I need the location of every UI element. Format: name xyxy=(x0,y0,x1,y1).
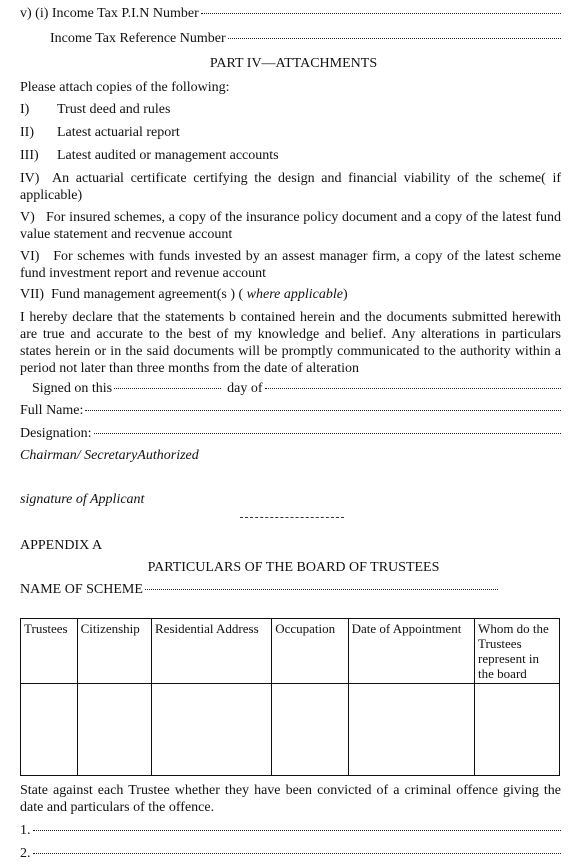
numbered-line-2 xyxy=(20,846,561,862)
table-cell[interactable] xyxy=(348,684,474,776)
pin-number-line xyxy=(20,6,561,22)
part-iv-heading: PART IV—ATTACHMENTS xyxy=(209,56,378,71)
day-of-label: day of xyxy=(227,381,263,396)
scheme-name-label: NAME OF SCHEME xyxy=(20,582,143,597)
signed-on-line xyxy=(32,381,561,397)
reference-number-line xyxy=(50,31,561,47)
appendix-heading: APPENDIX A xyxy=(20,538,103,553)
declaration-paragraph: I hereby declare that the statements b contained herein and the documents submitted herewith are true and accurate to the best of my knowledge and belief. Any alterations in particulars states herein or in the said documents will be promptly communicated to the authority within a period not later than three months from the date of alteration xyxy=(20,310,561,376)
attachment-number: I) xyxy=(20,102,30,117)
attachment-text: For insured schemes, a copy of the insurance policy document and a copy of the latest fund value statement and recvenue account xyxy=(20,210,562,242)
numbered-line-1 xyxy=(20,823,561,839)
column-header: Whom do the Trustees represent in the board xyxy=(475,619,560,684)
role-line: Chairman/ SecretaryAuthorized xyxy=(20,448,199,463)
line-number: 1. xyxy=(20,823,31,838)
attachment-item xyxy=(20,170,561,204)
table-cell[interactable] xyxy=(475,684,560,776)
attachment-text: Latest actuarial report xyxy=(57,125,180,140)
attachment-text: Trust deed and rules xyxy=(57,102,171,117)
attachment-number: VI) xyxy=(20,249,40,264)
attachment-text: Fund management agreement(s ) ( xyxy=(51,287,244,302)
attachment-item xyxy=(20,287,348,303)
line-number: 2. xyxy=(20,846,31,861)
table-cell[interactable] xyxy=(77,684,151,776)
attachments-intro: Please attach copies of the following: xyxy=(20,80,230,95)
signed-on-label: Signed on this xyxy=(32,381,113,396)
table-cell[interactable] xyxy=(152,684,272,776)
designation-label: Designation: xyxy=(20,426,92,441)
table-cell[interactable] xyxy=(21,684,78,776)
signature-line: signature of Applicant xyxy=(20,492,145,507)
attachment-number: VII) xyxy=(20,287,45,302)
table-cell[interactable] xyxy=(272,684,348,776)
attachment-item xyxy=(20,248,561,282)
convicted-note: State against each Trustee whether they have been convicted of a criminal offence giving the date and particulars of the offence. xyxy=(20,783,561,815)
column-header: Date of Appointment xyxy=(348,619,474,684)
column-header: Citizenship xyxy=(77,619,151,684)
scheme-name-line xyxy=(20,582,498,598)
attachment-text-end: ) xyxy=(342,287,348,302)
attachment-number: V) xyxy=(20,210,35,225)
column-header: Occupation xyxy=(272,619,348,684)
column-header: Trustees xyxy=(21,619,78,684)
attachment-item xyxy=(20,148,279,164)
full-name-label: Full Name: xyxy=(20,403,84,418)
attachment-item xyxy=(20,102,170,118)
attachment-text: An actuarial certificate certifying the design and financial viability of the scheme( if applicable) xyxy=(20,171,561,203)
attachment-item xyxy=(20,125,180,141)
designation-line xyxy=(20,426,561,442)
table-header-row xyxy=(21,619,560,684)
attachment-text: Latest audited or management accounts xyxy=(57,148,279,163)
attachment-text: For schemes with funds invested by an assest manager firm, a copy of the latest scheme fund investment report and revenue account xyxy=(20,249,562,281)
attachment-number: III) xyxy=(20,148,39,163)
full-name-line xyxy=(20,403,561,419)
reference-number-label: Income Tax Reference Number xyxy=(50,31,226,46)
attachment-number: IV) xyxy=(20,171,40,186)
attachment-text-italic: where applicable xyxy=(246,287,343,302)
separator-line xyxy=(240,517,344,518)
pin-number-label: v) (i) Income Tax P.I.N Number xyxy=(20,6,199,21)
column-header: Residential Address xyxy=(152,619,272,684)
attachment-item xyxy=(20,209,561,243)
attachment-number: II) xyxy=(20,125,34,140)
trustees-table xyxy=(20,618,560,776)
table-row xyxy=(21,684,560,776)
board-heading: PARTICULARS OF THE BOARD OF TRUSTEES xyxy=(147,560,440,575)
